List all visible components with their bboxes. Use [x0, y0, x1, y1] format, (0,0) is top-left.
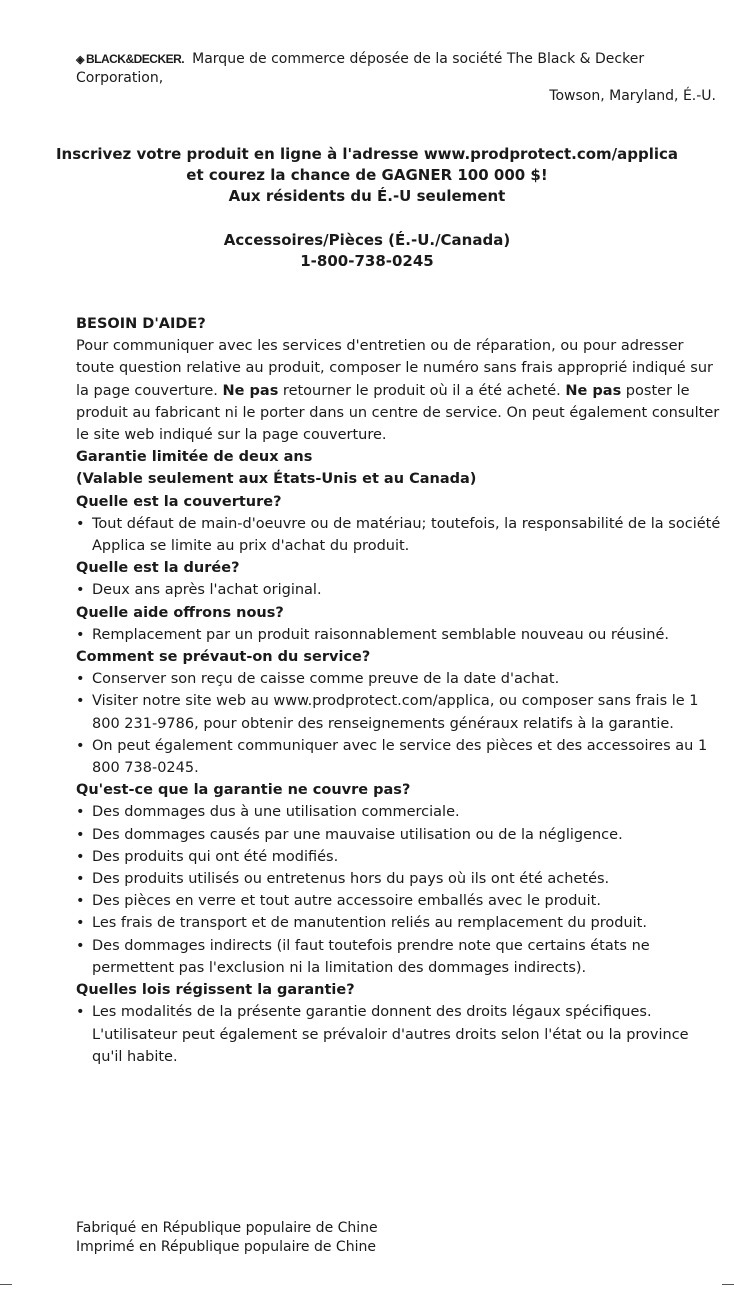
help-paragraph	[76, 335, 721, 446]
list-item: • Visiter notre site web au www.prodprotect.com/applica, ou composer sans frais le 1 800 231-9786, pour obtenir des renseignements généraux relatifs à la garantie.	[76, 690, 721, 734]
question-heading: Quelle est la durée?	[76, 560, 240, 577]
question-heading: Qu'est-ce que la garantie ne couvre pas?	[76, 782, 411, 799]
answer-list	[76, 801, 721, 979]
help-emphasis-2: Ne pas	[565, 382, 622, 399]
answer-list	[76, 513, 721, 557]
list-item: • Les frais de transport et de manutention reliés au remplacement du produit.	[76, 912, 721, 934]
logo-mark-icon: ◈	[76, 54, 84, 66]
footer-line-2: Imprimé en République populaire de Chine	[76, 1239, 376, 1255]
footer	[76, 1219, 378, 1257]
list-item: • Conserver son reçu de caisse comme preuve de la date d'achat.	[76, 668, 721, 690]
list-item: • Les modalités de la présente garantie donnent des droits légaux spécifiques. L'utilisateur peut également se prévaloir d'autres droits selon l'état ou la province qu'il habite.	[76, 1001, 721, 1068]
promo-line-3: Aux résidents du É.-U seulement	[228, 187, 506, 205]
promo-line-2: et courez la chance de GAGNER 100 000 $!	[186, 166, 548, 184]
crop-mark-left	[0, 1284, 12, 1285]
help-emphasis-1: Ne pas	[222, 382, 279, 399]
accessories-title: Accessoires/Pièces (É.-U./Canada)	[223, 231, 511, 249]
crop-mark-right	[722, 1284, 734, 1285]
promo-line-1: Inscrivez votre produit en ligne à l'adresse www.prodprotect.com/applica	[55, 145, 679, 163]
list-item: • Des pièces en verre et tout autre accessoire emballés avec le produit.	[76, 890, 721, 912]
list-item: • Des dommages indirects (il faut toutefois prendre note que certains états ne permettent pas l'exclusion ni la limitation des dommages indirects).	[76, 935, 721, 979]
logo-text: BLACK&DECKER.	[85, 52, 185, 66]
help-text-2: retourner le produit où il a été acheté.	[278, 382, 566, 399]
list-item: • Tout défaut de main-d'oeuvre ou de matériau; toutefois, la responsabilité de la société Applica se limite au prix d'achat du produit.	[76, 513, 721, 557]
list-item: • Des dommages causés par une mauvaise utilisation ou de la négligence.	[76, 824, 721, 846]
answer-list	[76, 1001, 721, 1068]
warranty-title: Garantie limitée de deux ans	[76, 449, 313, 466]
help-heading: BESOIN D'AIDE?	[76, 316, 206, 332]
trademark-notice	[76, 50, 716, 105]
question-heading: Comment se prévaut-on du service?	[76, 649, 371, 666]
question-heading: Quelles lois régissent la garantie?	[76, 982, 355, 999]
trademark-line-1: Marque de commerce déposée de la société The Black & Decker Corporation,	[76, 51, 645, 86]
trademark-line-2: Towson, Maryland, É.-U.	[549, 88, 716, 104]
list-item: • Des produits utilisés ou entretenus hors du pays où ils ont été achetés.	[76, 868, 721, 890]
answer-list	[76, 579, 721, 601]
promo-block	[0, 144, 734, 207]
accessories-block	[0, 230, 734, 272]
list-item: • On peut également communiquer avec le service des pièces et des accessoires au 1 800 738-0245.	[76, 735, 721, 779]
list-item: • Des dommages dus à une utilisation commerciale.	[76, 801, 721, 823]
list-item: • Remplacement par un produit raisonnablement semblable nouveau ou réusiné.	[76, 624, 721, 646]
answer-list	[76, 668, 721, 779]
list-item: • Des produits qui ont été modifiés.	[76, 846, 721, 868]
question-heading: Quelle aide offrons nous?	[76, 604, 284, 621]
answer-list	[76, 624, 721, 646]
brand-logo	[76, 52, 184, 66]
footer-line-1: Fabriqué en République populaire de Chine	[76, 1220, 378, 1236]
warranty-subtitle: (Valable seulement aux États-Unis et au Canada)	[76, 471, 477, 488]
warranty-content	[76, 313, 721, 1068]
question-heading: Quelle est la couverture?	[76, 493, 282, 510]
list-item: • Deux ans après l'achat original.	[76, 579, 721, 601]
help-text-1: Pour communiquer avec les services d'entretien ou de réparation, ou pour adresser toute question relative au produit, composer le numéro sans frais approprié indiqué sur la page couverture.	[76, 338, 713, 399]
accessories-phone: 1-800-738-0245	[300, 252, 434, 270]
help-text-3: poster le produit au fabricant ni le porter dans un centre de service. On peut également consulter le site web indiqué sur la page couverture.	[76, 382, 720, 444]
